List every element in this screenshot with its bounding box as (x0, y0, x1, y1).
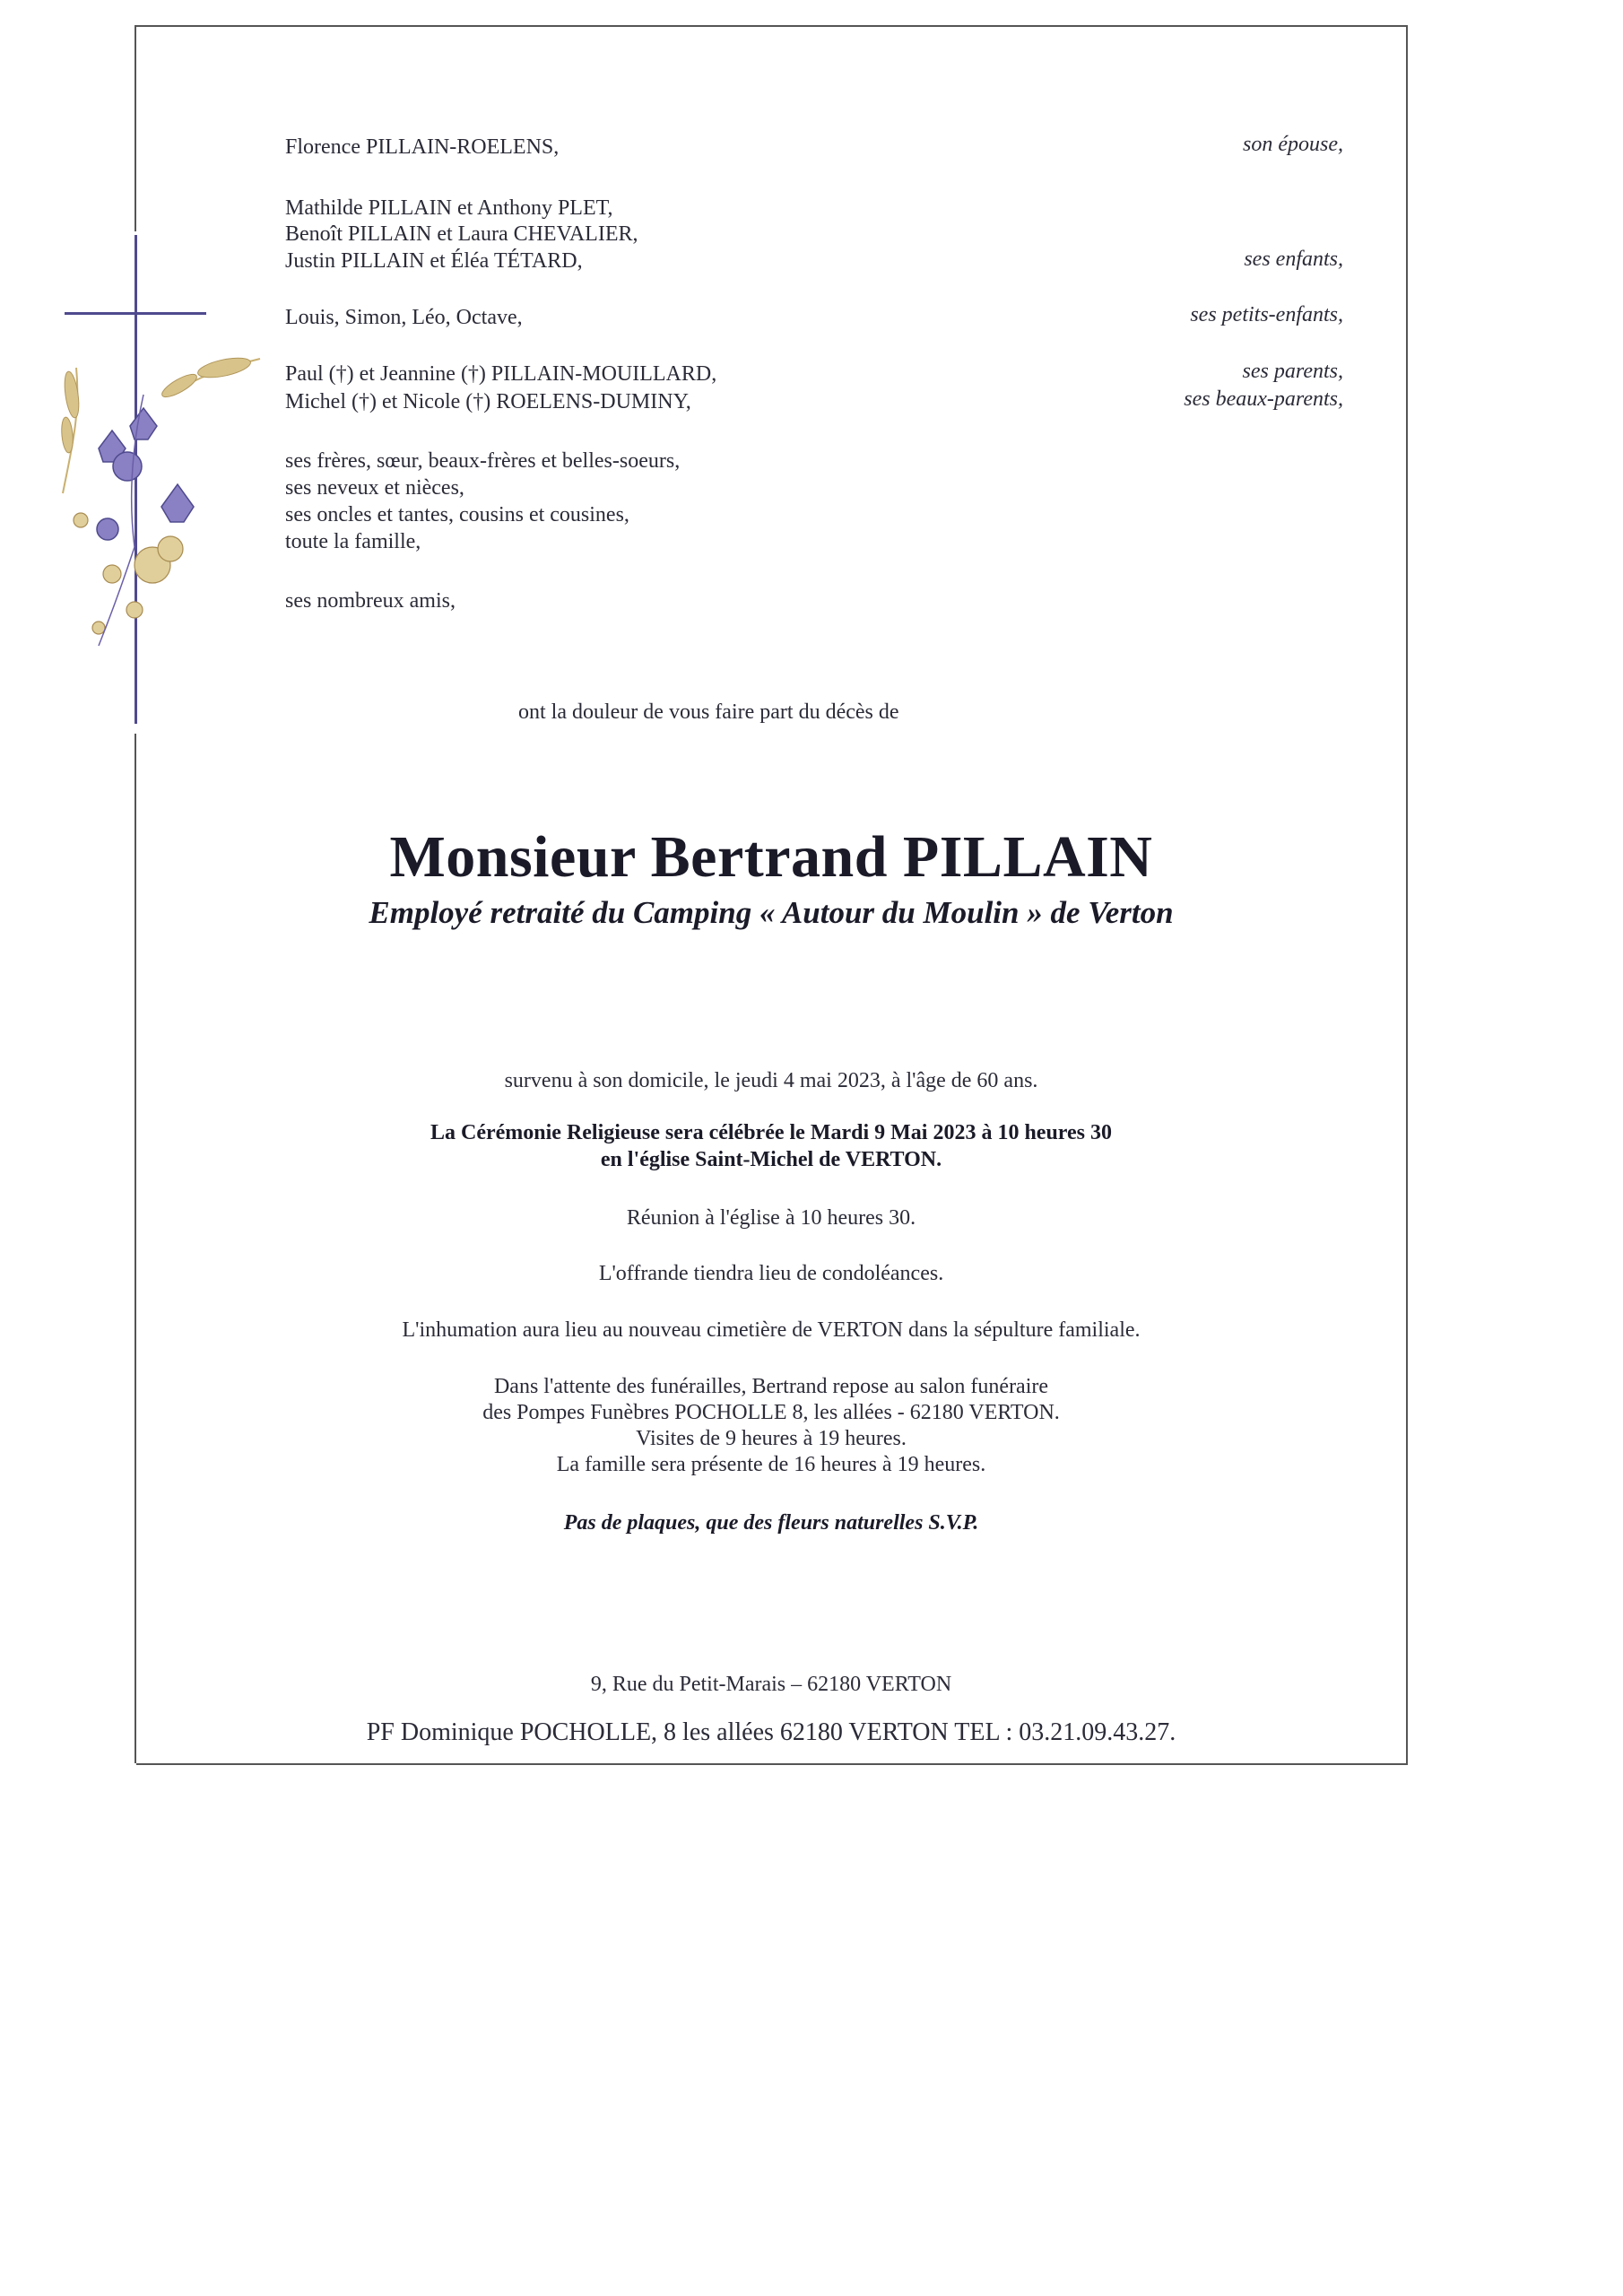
friends-line: ses nombreux amis, (285, 589, 456, 613)
ceremony-line-2: en l'église Saint-Michel de VERTON. (600, 1148, 942, 1171)
burial-info: L'inhumation aura lieu au nouveau cimetière de VERTON dans la sépulture familiale. (402, 1318, 1141, 1342)
parents-relation: ses parents, (1242, 360, 1343, 383)
deceased-title: Employé retraité du Camping « Autour du Moulin » de Verton (369, 895, 1174, 930)
in-laws-names: Michel (†) et Nicole (†) ROELENS-DUMINY, (285, 390, 691, 413)
other-relatives-line: ses oncles et tantes, cousins et cousines, (285, 503, 629, 526)
grandchildren-relation: ses petits-enfants, (1190, 303, 1343, 326)
death-info: survenu à son domicile, le jeudi 4 mai 2023, à l'âge de 60 ans. (504, 1069, 1038, 1092)
border-left-upper (135, 25, 136, 231)
cross-horizontal-bar (65, 312, 206, 315)
child-line: Benoît PILLAIN et Laura CHEVALIER, (285, 222, 638, 246)
address-line: 9, Rue du Petit-Marais – 62180 VERTON (590, 1673, 952, 1696)
rest-info-line: La famille sera présente de 16 heures à 19 heures. (556, 1453, 986, 1476)
other-relatives-line: ses neveux et nièces, (285, 476, 464, 500)
other-relatives-line: toute la famille, (285, 530, 421, 553)
children-relation: ses enfants, (1244, 248, 1343, 271)
offering-info: L'offrande tiendra lieu de condoléances. (598, 1262, 944, 1285)
meeting-info: Réunion à l'église à 10 heures 30. (626, 1206, 916, 1230)
wheat-flower-ornament-icon (45, 341, 287, 691)
spouse-name: Florence PILLAIN-ROELENS, (285, 135, 560, 159)
spouse-relation: son épouse, (1243, 133, 1343, 156)
parents-names: Paul (†) et Jeannine (†) PILLAIN-MOUILLARD, (285, 362, 717, 386)
grandchildren-names: Louis, Simon, Léo, Octave, (285, 306, 523, 329)
rest-info-line: Dans l'attente des funérailles, Bertrand repose au salon funéraire (493, 1375, 1049, 1398)
funeral-home-line: PF Dominique POCHOLLE, 8 les allées 62180 VERTON TEL : 03.21.09.43.27. (366, 1718, 1176, 1746)
announcement-text: ont la douleur de vous faire part du décès de (518, 700, 899, 724)
rest-info-line: Visites de 9 heures à 19 heures. (636, 1427, 907, 1450)
ceremony-line-1: La Cérémonie Religieuse sera célébrée le Mardi 9 Mai 2023 à 10 heures 30 (430, 1121, 1113, 1144)
in-laws-relation: ses beaux-parents, (1184, 387, 1343, 411)
child-line: Mathilde PILLAIN et Anthony PLET, (285, 196, 613, 220)
other-relatives-line: ses frères, sœur, beaux-frères et belles-soeurs, (285, 449, 681, 473)
flowers-note: Pas de plaques, que des fleurs naturelles S.V.P. (563, 1511, 979, 1535)
child-line: Justin PILLAIN et Éléa TÉTARD, (285, 249, 583, 273)
deceased-name: Monsieur Bertrand PILLAIN (389, 824, 1153, 890)
rest-info-line: des Pompes Funèbres POCHOLLE 8, les allées - 62180 VERTON. (482, 1401, 1060, 1424)
